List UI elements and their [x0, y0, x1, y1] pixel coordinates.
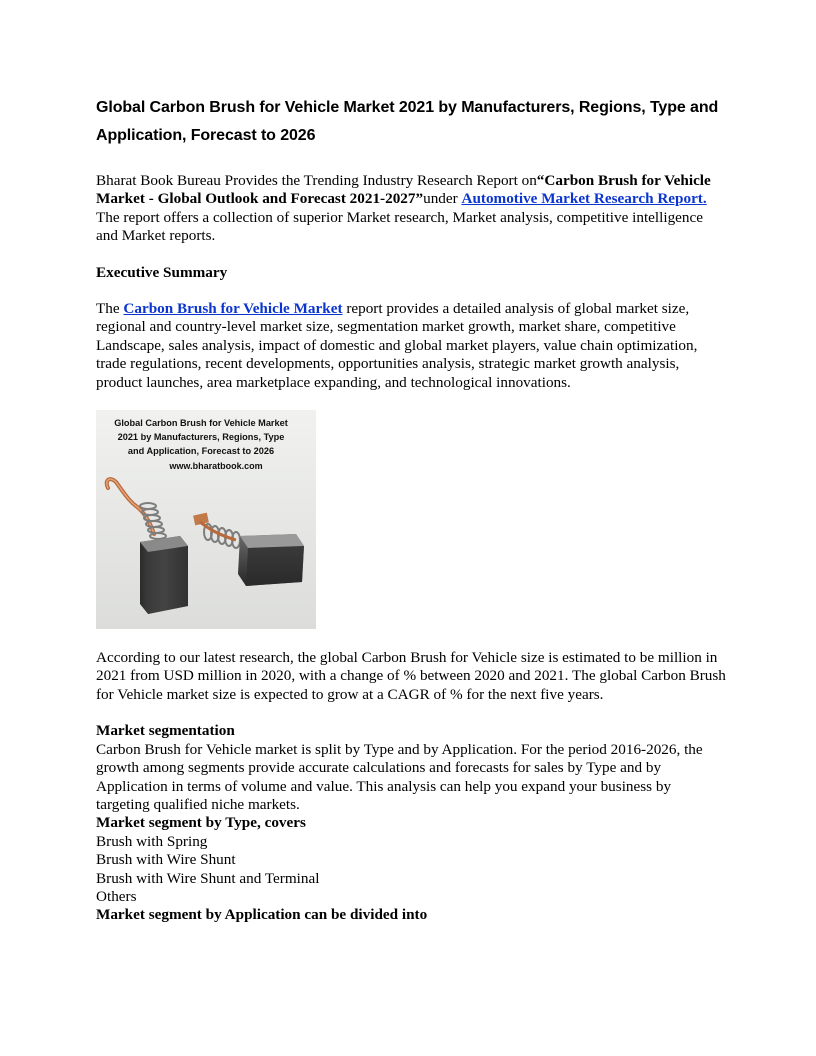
cover-title-line-1: Global Carbon Brush for Vehicle Market — [114, 418, 288, 429]
market-segmentation-heading: Market segmentation — [96, 722, 235, 740]
intro-text: Bharat Book Bureau Provides the Trending Industry Research Report on — [96, 172, 537, 189]
carbon-brush-market-link[interactable]: Carbon Brush for Vehicle Market — [123, 300, 343, 318]
type-item: Brush with Wire Shunt — [96, 851, 236, 869]
summary-paragraph — [96, 300, 726, 392]
cover-title-line-3: and Application, Forecast to 2026 — [127, 446, 275, 457]
segment-by-type-heading: Market segment by Type, covers — [96, 814, 306, 832]
intro-under-text: under — [423, 190, 462, 208]
segmentation-paragraph: Carbon Brush for Vehicle market is split by Type and by Application. For the period 2016-2026, the growth among segments provide accurate calculations and forecasts for sales by Type and by Application in terms of volume and value. This analysis can help you expand your business by targeting qualified niche markets. — [96, 740, 703, 813]
cover-url: www.bharatbook.com — [169, 460, 263, 471]
type-item: Brush with Wire Shunt and Terminal — [96, 869, 320, 887]
intro-tail-text: The report offers a collection of superior Market research, Market analysis, competitive intelligence and Market reports. — [96, 208, 703, 245]
summary-pre: The — [96, 300, 124, 318]
automotive-report-link[interactable]: Automotive Market Research Report — [461, 190, 703, 208]
research-paragraph: According to our latest research, the global Carbon Brush for Vehicle size is estimated to be million in 2021 from USD million in 2020, with a change of % between 2020 and 2021. The global Carbon Brush for Vehicle market size is expected to grow at a CAGR of % for the next five years. — [96, 649, 726, 703]
executive-summary-heading: Executive Summary — [96, 263, 228, 281]
summary-body: report provides a detailed analysis of global market size, regional and country-level market size, segmentation market growth, market share, competitive Landscape, sales analysis, impact of domestic and global market players, value chain optimization, trade regulations, recent developments, opportunities analysis, strategic market growth analysis, product launches, area marketplace expanding, and technological innovations. — [96, 300, 698, 391]
intro-paragraph — [96, 172, 726, 246]
document-page — [96, 94, 726, 925]
type-item: Brush with Spring — [96, 832, 208, 850]
report-cover-image — [96, 410, 316, 629]
intro-report-title: “Carbon Brush for Vehicle Market - Global Outlook and Forecast 2021-2027” — [96, 172, 711, 208]
page-title: Global Carbon Brush for Vehicle Market 2021 by Manufacturers, Regions, Type and Application, Forecast to 2026 — [96, 99, 719, 144]
cover-title-line-2: 2021 by Manufacturers, Regions, Type — [117, 432, 285, 443]
automotive-report-link-dot[interactable]: . — [702, 190, 707, 208]
cover-title — [96, 416, 306, 473]
type-item: Others — [96, 887, 137, 905]
segment-by-application-heading: Market segment by Application can be divided into — [96, 906, 428, 924]
